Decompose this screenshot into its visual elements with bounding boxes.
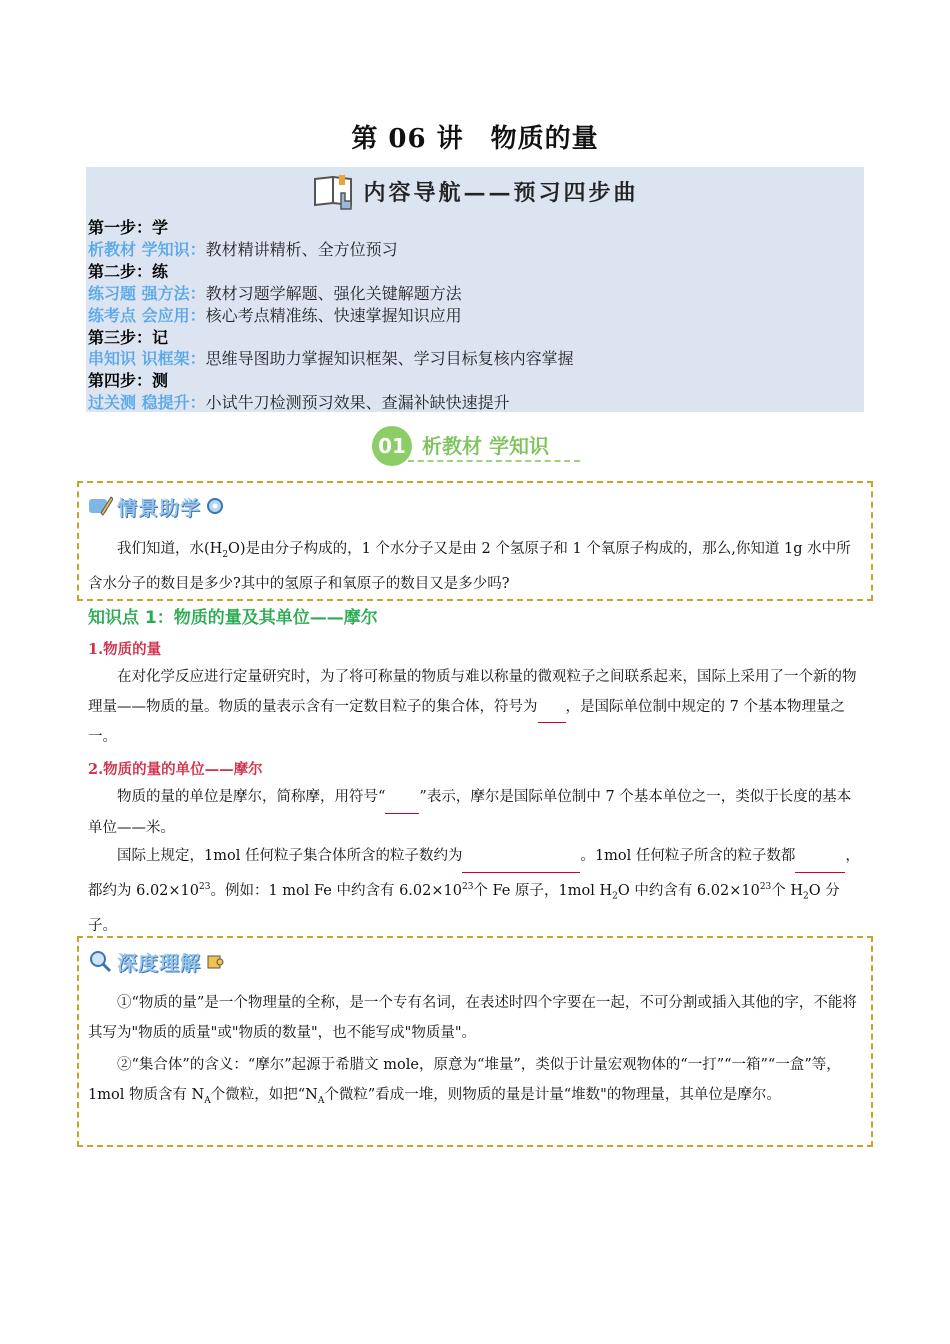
nav-steps: [88, 217, 574, 414]
deep-2c: 个微粒”看成一堆，则物质的量是计量“堆数"的物理量，其单位是摩尔。: [324, 1086, 781, 1103]
step-2b-highlight: 练考点 会应用：: [88, 305, 206, 325]
subheading-2: 2.物质的量的单位——摩尔: [88, 761, 263, 778]
deep-sub-1: A: [204, 1095, 211, 1106]
scene-paragraph: [88, 535, 860, 600]
paragraph-amount: [88, 663, 860, 753]
avogadro-a: 国际上规定，1mol 任何粒子集合体所含的粒子数约为: [117, 848, 463, 864]
paragraph-amount-a: 在对化学反应进行定量研究时，为了将可称量的物质与难以称量的微观粒子之间联系起来，国际上采用了一个新的物理量——物质的量。物质的量表示含有一定数目粒子的集合体，符号为: [88, 669, 857, 715]
step-4-desc: 小试牛刀检测预习效果、查漏补缺快速提升: [205, 393, 510, 413]
deep-2b: 个微粒，如把“N: [210, 1086, 318, 1103]
avogadro-d: 。例如：1 mol Fe 中约含有 6.02×10: [210, 882, 462, 899]
deep-paragraph-1: ①“物质的量”是一个物理量的全称，是一个专有名词，在表述时四个字要在一起，不可分割或插入其他的字，不能将其写为"物质的质量"或"物质的数量"，也不能写成"物质量"。: [88, 995, 857, 1041]
avogadro-sup-3: 23: [759, 881, 772, 892]
scene-tag: [87, 489, 225, 523]
deep-2a: ②“集合体”的含义：“摩尔”起源于希腊文 mole，原意为“堆量”，类似于计量宏观物体的“一打”“一箱”“一盒”等，1mol 物质含有 N: [88, 1057, 841, 1103]
avogadro-f: O 中约含有 6.02×10: [617, 882, 760, 899]
step-2-heading: 第二步：练: [88, 261, 169, 281]
scene-text-2: O)是由分子构成的，1 个水分子又是由 2 个氢原子和 1 个氧原子构成的，那么,你知道 1g 水中所含水分子的数目是多少?其中的氢原子和氧原子的数目又是多少吗?: [88, 541, 851, 593]
blank-unit-symbol[interactable]: [385, 783, 419, 814]
step-4-heading: 第四步：测: [88, 371, 169, 391]
deep-paragraph-2: [88, 1051, 860, 1116]
avogadro-b: 。1mol 任何粒子所含的粒子数都: [580, 848, 796, 864]
subheading-1: 1.物质的量: [88, 641, 162, 658]
step-3-line: [88, 348, 574, 370]
section-number: 01: [372, 426, 412, 466]
nav-title: 内容导航——预习四步曲: [363, 179, 639, 206]
step-1-highlight: 析教材 学知识：: [88, 239, 206, 259]
page-title: 第 06 讲 物质的量: [351, 124, 599, 154]
gear-icon: [205, 496, 225, 516]
step-2a-line: [88, 283, 574, 305]
section-underline: [408, 460, 580, 462]
deep-tag-text: 深度理解: [117, 950, 201, 975]
blank-same[interactable]: [795, 842, 845, 873]
knowledge-point-title: 知识点 1：物质的量及其单位——摩尔: [88, 608, 378, 628]
section-label: 析教材 学知识: [422, 434, 549, 458]
book-hand-icon: [311, 171, 359, 211]
avogadro-sub-1: 2: [612, 891, 618, 902]
nav-header: [86, 171, 864, 211]
deep-sub-2: A: [317, 1095, 325, 1106]
step-2a-highlight: 练习题 强方法：: [88, 283, 206, 303]
step-3-highlight: 串知识 识框架：: [88, 349, 206, 369]
step-1-desc: 教材精讲精析、全方位预习: [205, 239, 398, 259]
scene-sub: 2: [222, 549, 229, 560]
avogadro-h: O 分子。: [88, 882, 840, 934]
magnifier-icon: [87, 948, 113, 974]
paragraph-mole-a: 物质的量的单位是摩尔，简称摩，用符号“: [117, 789, 386, 805]
avogadro-sub-2: 2: [803, 891, 809, 902]
blank-particle-count[interactable]: [462, 842, 580, 873]
scene-text-1: 我们知道，水(H: [117, 541, 223, 557]
step-3-desc: 思维导图助力掌握知识框架、学习目标复核内容掌握: [205, 349, 574, 369]
avogadro-c: ，都约为 6.02×10: [88, 848, 860, 899]
step-1-line: [88, 239, 574, 261]
content-navigation-box: [86, 167, 864, 412]
avogadro-g: 个 H: [771, 882, 804, 899]
step-2b-line: [88, 305, 574, 327]
paragraph-mole: [88, 783, 860, 843]
avogadro-sup-1: 23: [199, 881, 211, 892]
pencil-icon: [87, 493, 113, 519]
puzzle-icon: [205, 951, 225, 971]
section-badge: [372, 426, 582, 468]
step-1-heading: 第一步：学: [88, 218, 169, 237]
step-2a-desc: 教材习题学解题、强化关键解题方法: [205, 283, 462, 303]
deep-tag: [87, 944, 225, 978]
step-4-highlight: 过关测 稳提升：: [88, 393, 206, 413]
step-2b-desc: 核心考点精准练、快速掌握知识应用: [205, 305, 462, 325]
paragraph-amount-b: ，是国际单位制中规定的 7 个基本物理量之一。: [88, 698, 845, 745]
avogadro-sup-2: 23: [461, 881, 474, 892]
paragraph-avogadro: [88, 842, 860, 941]
step-4-line: [88, 392, 574, 414]
scene-tag-text: 情景助学: [117, 495, 201, 520]
step-3-heading: 第三步：记: [88, 327, 169, 347]
blank-symbol[interactable]: [538, 693, 566, 724]
paragraph-mole-b: ”表示，摩尔是国际单位制中 7 个基本单位之一，类似于长度的基本单位——米。: [88, 789, 852, 836]
avogadro-e: 个 Fe 原子，1mol H: [473, 882, 613, 899]
